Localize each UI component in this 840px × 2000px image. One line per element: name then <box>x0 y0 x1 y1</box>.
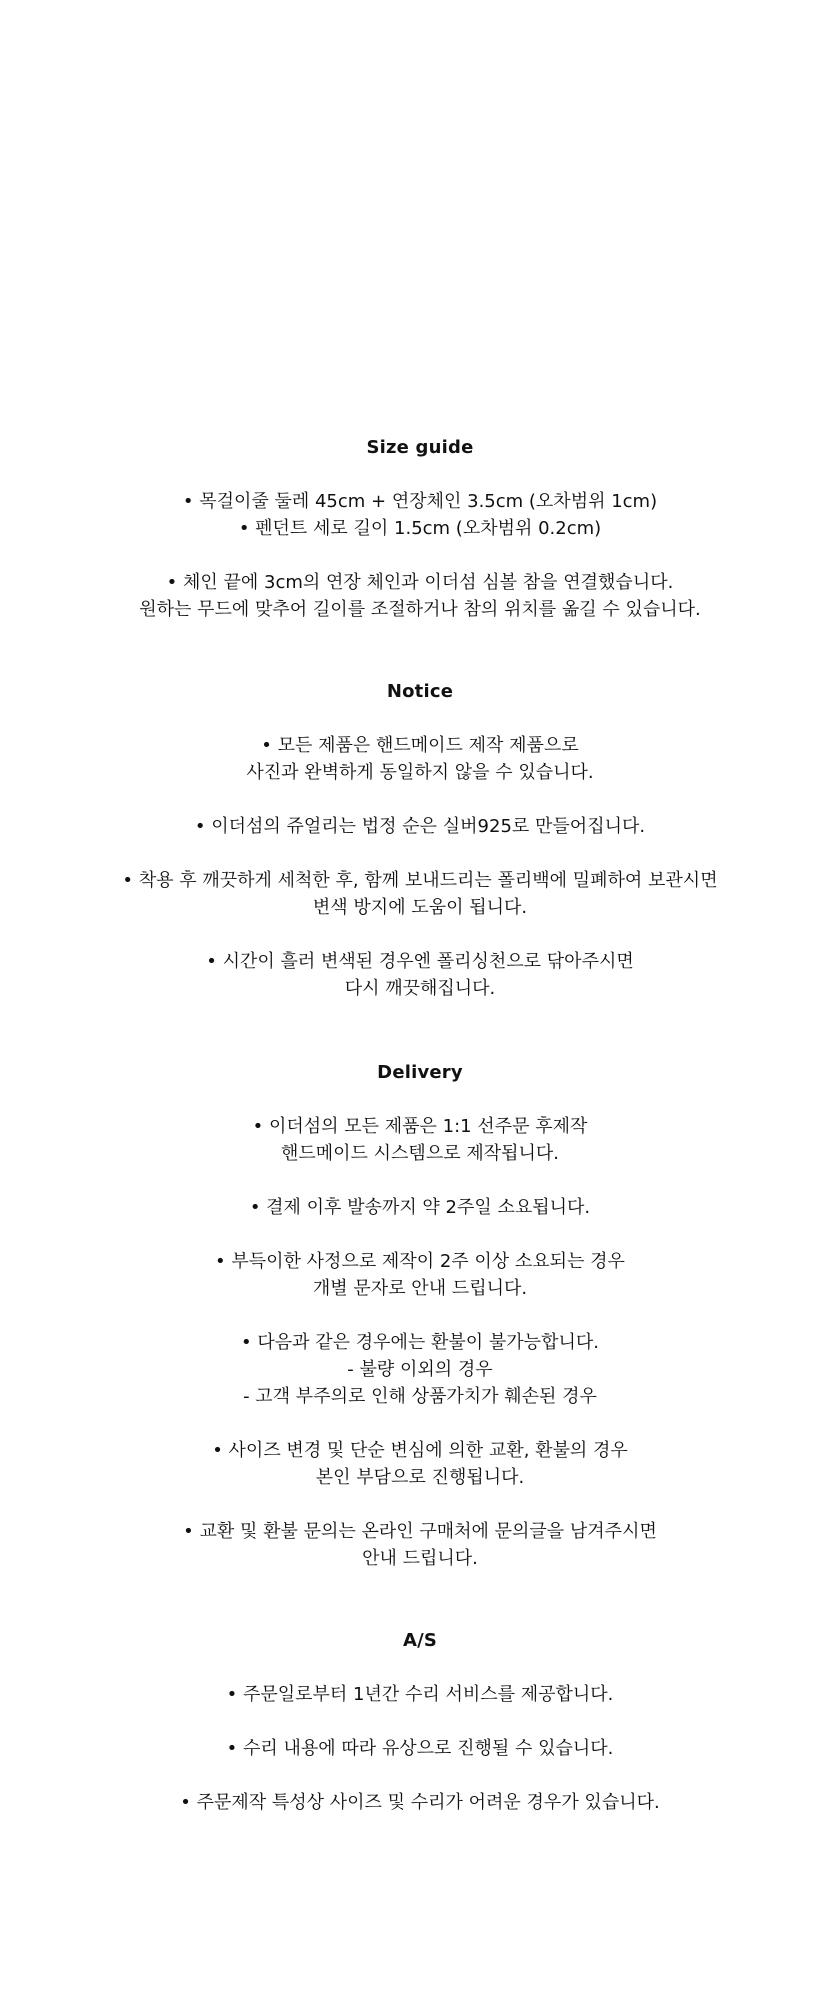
delivery-item-line: • 부득이한 사정으로 제작이 2주 이상 소요되는 경우 <box>215 1251 625 1272</box>
delivery-item-line: - 고객 부주의로 인해 상품가치가 훼손된 경우 <box>243 1386 597 1407</box>
delivery-item <box>0 1437 840 1491</box>
size-guide-item-line: • 체인 끝에 3cm의 연장 체인과 이더섬 심볼 참을 연결했습니다. <box>166 572 674 593</box>
notice-title: Notice <box>386 681 454 702</box>
size-guide-item-line: 원하는 무드에 맞추어 길이를 조절하거나 참의 위치를 옮길 수 있습니다. <box>139 599 701 620</box>
as-item <box>0 1735 840 1762</box>
delivery-item-line: 안내 드립니다. <box>362 1548 478 1569</box>
delivery-item-line: 개별 문자로 안내 드립니다. <box>312 1278 528 1299</box>
delivery-item <box>0 1518 840 1572</box>
delivery-item-line: • 이더섬의 모든 제품은 1:1 선주문 후제작 <box>252 1116 588 1137</box>
notice-item-line: • 모든 제품은 핸드메이드 제작 제품으로 <box>261 735 579 756</box>
notice-item-line: 다시 깨끗해집니다. <box>344 978 496 999</box>
notice-section <box>0 678 840 1002</box>
delivery-item-line: • 교환 및 환불 문의는 온라인 구매처에 문의글을 남겨주시면 <box>183 1521 657 1542</box>
notice-item-line: • 착용 후 깨끗하게 세척한 후, 함께 보내드리는 폴리백에 밀폐하여 보관시면 <box>122 870 718 891</box>
notice-item <box>0 813 840 840</box>
delivery-item <box>0 1113 840 1167</box>
as-item-line: • 주문일로부터 1년간 수리 서비스를 제공합니다. <box>226 1684 614 1705</box>
size-guide-item-line: • 목걸이줄 둘레 45cm + 연장체인 3.5cm (오차범위 1cm) <box>182 491 658 512</box>
delivery-item <box>0 1329 840 1410</box>
as-item-line: • 수리 내용에 따라 유상으로 진행될 수 있습니다. <box>226 1738 614 1759</box>
delivery-item <box>0 1194 840 1221</box>
delivery-item-line: 본인 부담으로 진행됩니다. <box>315 1467 525 1488</box>
notice-item-line: • 시간이 흘러 변색된 경우엔 폴리싱천으로 닦아주시면 <box>206 951 634 972</box>
size-guide-item <box>0 569 840 623</box>
delivery-item-line: - 불량 이외의 경우 <box>347 1359 493 1380</box>
as-item <box>0 1681 840 1708</box>
size-guide-item <box>0 488 840 542</box>
notice-item-line: • 이더섬의 쥬얼리는 법정 순은 실버925로 만들어집니다. <box>194 816 646 837</box>
notice-item <box>0 948 840 1002</box>
delivery-item-line: • 사이즈 변경 및 단순 변심에 의한 교환, 환불의 경우 <box>212 1440 628 1461</box>
delivery-section <box>0 1059 840 1572</box>
as-section <box>0 1627 840 1816</box>
size-guide-item-line: • 펜던트 세로 길이 1.5cm (오차범위 0.2cm) <box>238 518 602 539</box>
as-item-line: • 주문제작 특성상 사이즈 및 수리가 어려운 경우가 있습니다. <box>180 1792 660 1813</box>
size-guide-section <box>0 434 840 623</box>
notice-item <box>0 867 840 921</box>
as-item <box>0 1789 840 1816</box>
delivery-title: Delivery <box>377 1062 463 1083</box>
as-title: A/S <box>402 1630 438 1651</box>
notice-item <box>0 732 840 786</box>
delivery-item-line: 핸드메이드 시스템으로 제작됩니다. <box>281 1143 559 1164</box>
notice-item-line: 사진과 완벽하게 동일하지 않을 수 있습니다. <box>246 762 594 783</box>
delivery-item-line: • 결제 이후 발송까지 약 2주일 소요됩니다. <box>249 1197 591 1218</box>
notice-item-line: 변색 방지에 도움이 됩니다. <box>312 897 528 918</box>
size-guide-title: Size guide <box>366 437 474 458</box>
delivery-item-line: • 다음과 같은 경우에는 환불이 불가능합니다. <box>241 1332 599 1353</box>
delivery-item <box>0 1248 840 1302</box>
